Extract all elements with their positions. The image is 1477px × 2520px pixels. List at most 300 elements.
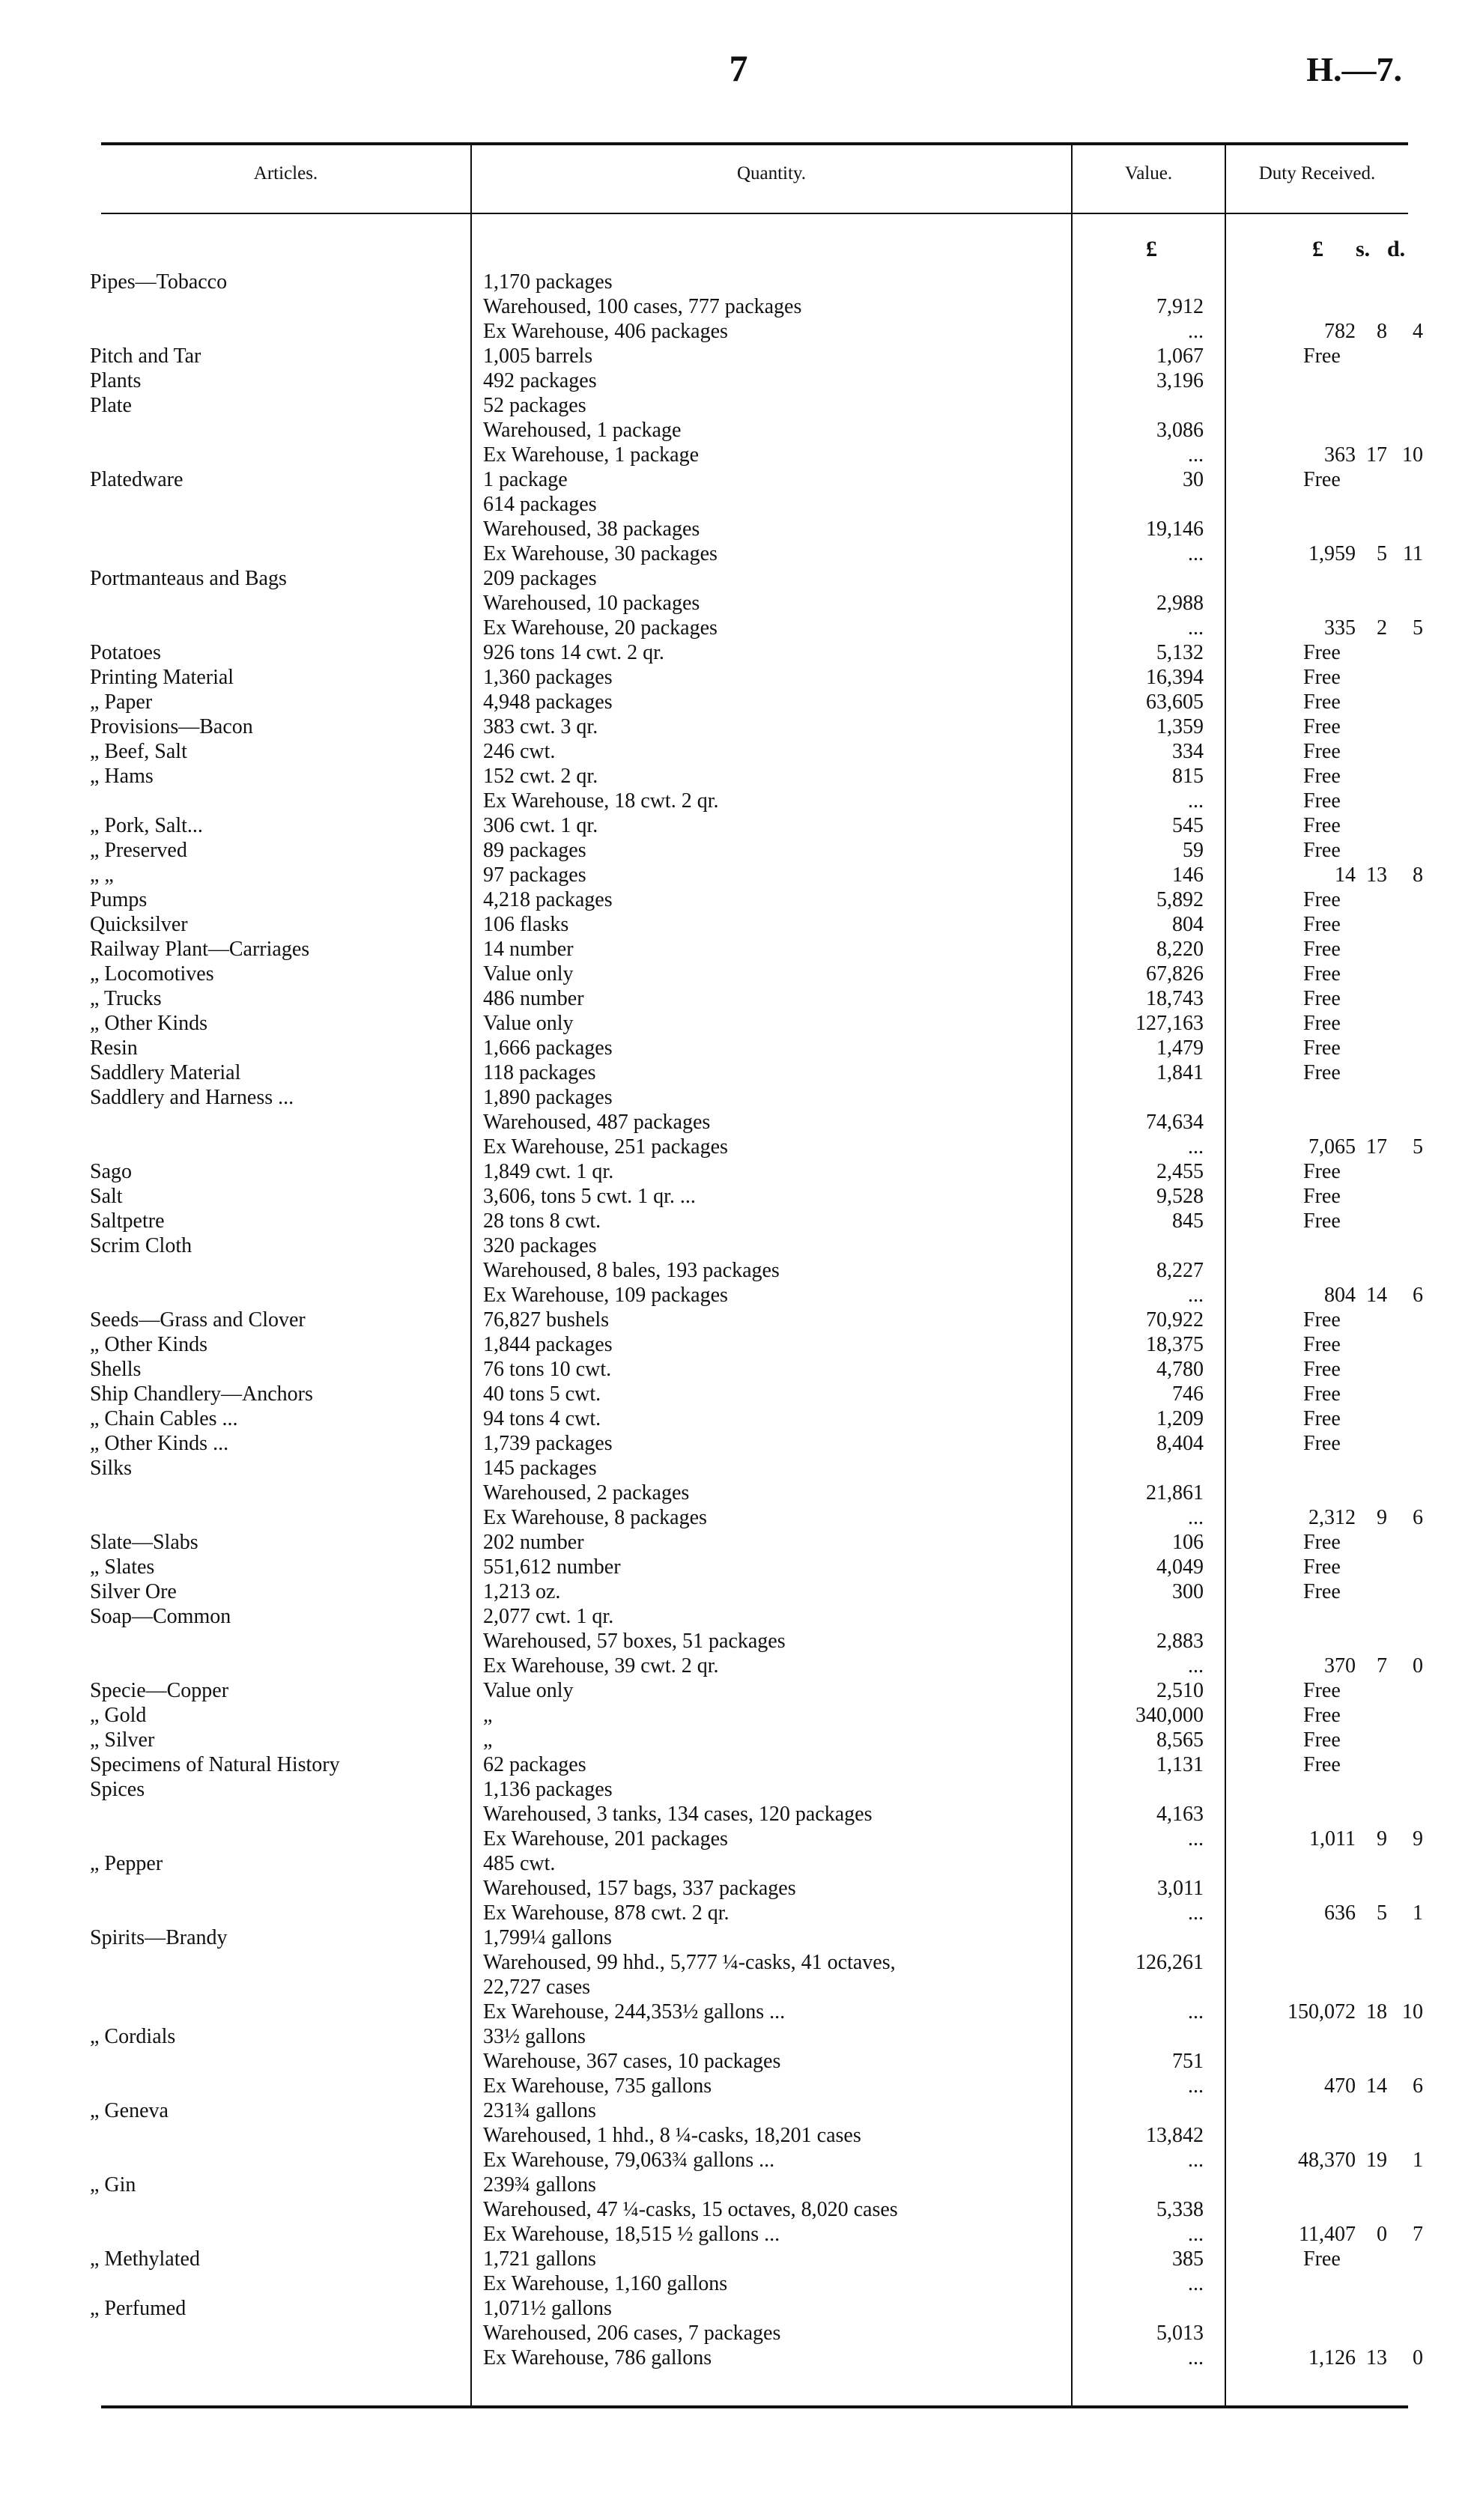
duty-free-label: Free (1303, 641, 1341, 664)
article-cell: Plants (90, 369, 142, 392)
quantity-cell: Warehoused, 100 cases, 777 packages (483, 295, 802, 318)
table-row (0, 1456, 1477, 1481)
quantity-cell: Warehoused, 10 packages (483, 592, 700, 615)
quantity-cell: 1,721 gallons (483, 2247, 596, 2271)
table-row (0, 1382, 1477, 1406)
value-cell: 746 (1172, 1382, 1204, 1406)
table-row (0, 1135, 1477, 1159)
value-cell: ... (1188, 2149, 1204, 2172)
table-body (0, 270, 1477, 2370)
duty-pounds: 11,407 (1299, 2223, 1356, 2246)
table-row (0, 1703, 1477, 1728)
duty-pence: 1 (1413, 2149, 1423, 2172)
duty-free-label: Free (1303, 765, 1341, 788)
quantity-cell: 2,077 cwt. 1 qr. (483, 1605, 614, 1628)
quantity-cell: 246 cwt. (483, 740, 556, 763)
value-cell: ... (1188, 2272, 1204, 2295)
header-duty-received: Duty Received. (1258, 163, 1376, 183)
quantity-cell: 383 cwt. 3 qr. (483, 715, 598, 738)
table-row (0, 1901, 1477, 1925)
quantity-cell: 14 number (483, 938, 574, 961)
value-cell: 3,086 (1156, 419, 1204, 442)
quantity-cell: 40 tons 5 cwt. (483, 1382, 601, 1406)
quantity-cell: Ex Warehouse, 251 packages (483, 1135, 728, 1159)
value-cell: 7,912 (1156, 295, 1204, 318)
duty-free-label: Free (1303, 1580, 1341, 1603)
quantity-cell: 1,170 packages (483, 270, 613, 294)
table-row (0, 912, 1477, 937)
duty-free-label: Free (1303, 789, 1341, 813)
quantity-cell: „ (483, 1728, 493, 1752)
table-row (0, 393, 1477, 418)
quantity-cell: 62 packages (483, 1753, 586, 1776)
table-row (0, 1827, 1477, 1851)
duty-pounds: 1,011 (1309, 1827, 1356, 1850)
table-row (0, 986, 1477, 1011)
table-row (0, 1950, 1477, 1975)
quantity-cell: Ex Warehouse, 1,160 gallons (483, 2272, 728, 2295)
duty-pounds: 370 (1324, 1654, 1356, 1678)
value-cell: ... (1188, 1135, 1204, 1159)
table-row (0, 665, 1477, 690)
duty-pence: 8 (1413, 863, 1423, 887)
value-cell: 804 (1172, 913, 1204, 936)
table-row (0, 1530, 1477, 1555)
table-row (0, 1332, 1477, 1357)
table-bottom-rule (101, 2405, 1408, 2408)
table-row (0, 616, 1477, 640)
table-row (0, 1209, 1477, 1233)
table-row (0, 2049, 1477, 2074)
quantity-cell: 614 packages (483, 493, 597, 516)
quantity-cell: 118 packages (483, 1061, 596, 1084)
document-reference: H.—7. (1306, 50, 1402, 88)
quantity-cell: Warehoused, 8 bales, 193 packages (483, 1259, 780, 1282)
duty-free-label: Free (1303, 344, 1341, 368)
quantity-cell: Warehoused, 1 package (483, 419, 682, 442)
article-cell: Ship Chandlery—Anchors (90, 1382, 313, 1406)
value-cell: 127,163 (1135, 1012, 1204, 1035)
quantity-cell: 152 cwt. 2 qr. (483, 765, 598, 788)
duty-free-label: Free (1303, 1704, 1341, 1727)
table-row (0, 1159, 1477, 1184)
duty-free-label: Free (1303, 913, 1341, 936)
table-row (0, 1233, 1477, 1258)
quantity-cell: Warehoused, 487 packages (483, 1111, 711, 1134)
article-cell: „ Locomotives (90, 962, 214, 986)
table-row (0, 714, 1477, 739)
value-cell: 146 (1172, 863, 1204, 887)
article-cell: Saddlery and Harness ... (90, 1086, 294, 1109)
duty-pence: 0 (1413, 2346, 1423, 2369)
value-cell: 1,209 (1156, 1407, 1204, 1430)
quantity-cell: 1,849 cwt. 1 qr. (483, 1160, 614, 1183)
value-cell: 8,404 (1156, 1432, 1204, 1455)
value-cell: 18,743 (1146, 987, 1204, 1010)
duty-shillings: 5 (1377, 542, 1387, 565)
quantity-cell: 52 packages (483, 394, 586, 417)
table-row (0, 1678, 1477, 1703)
table-row (0, 764, 1477, 789)
duty-pounds: 470 (1324, 2074, 1356, 2098)
duty-free-label: Free (1303, 1407, 1341, 1430)
table-top-rule (101, 142, 1408, 145)
value-cell: 3,196 (1156, 369, 1204, 392)
article-cell: Saltpetre (90, 1209, 165, 1233)
table-row (0, 887, 1477, 912)
quantity-cell: „ (483, 1704, 493, 1727)
table-row (0, 1505, 1477, 1530)
quantity-cell: Ex Warehouse, 735 gallons (483, 2074, 712, 2098)
quantity-cell: 1,739 packages (483, 1432, 613, 1455)
value-cell: 16,394 (1146, 666, 1204, 689)
duty-free-label: Free (1303, 888, 1341, 911)
table-row (0, 813, 1477, 838)
duty-pence: 10 (1402, 2000, 1423, 2023)
value-cell: 30 (1183, 468, 1204, 491)
table-row (0, 1011, 1477, 1036)
quantity-cell: 145 packages (483, 1457, 597, 1480)
article-cell: Pumps (90, 888, 148, 911)
table-row (0, 1851, 1477, 1876)
article-cell: Salt (90, 1185, 123, 1208)
value-cell: ... (1188, 2223, 1204, 2246)
duty-pounds: 1,126 (1308, 2346, 1356, 2369)
value-cell: 4,780 (1156, 1358, 1204, 1381)
duty-free-label: Free (1303, 740, 1341, 763)
article-cell: Platedware (90, 468, 184, 491)
value-cell: 4,049 (1156, 1555, 1204, 1579)
article-cell: Silver Ore (90, 1580, 177, 1603)
value-cell: 106 (1172, 1531, 1204, 1554)
value-cell: ... (1188, 1654, 1204, 1678)
table-row (0, 1728, 1477, 1752)
duty-free-label: Free (1303, 962, 1341, 986)
table-row (0, 1604, 1477, 1629)
quantity-cell: 486 number (483, 987, 584, 1010)
duty-pence: 9 (1413, 1827, 1423, 1850)
duty-free-label: Free (1303, 1185, 1341, 1208)
article-cell: „ Pork, Salt... (90, 814, 203, 837)
duty-shillings: 0 (1377, 2223, 1387, 2246)
quantity-cell: Ex Warehouse, 244,353½ gallons ... (483, 2000, 786, 2023)
unit-duty-pound: £ (1312, 237, 1323, 261)
article-cell: „ Gold (90, 1704, 147, 1727)
duty-free-label: Free (1303, 468, 1341, 491)
duty-shillings: 18 (1366, 2000, 1387, 2023)
table-row (0, 294, 1477, 319)
quantity-cell: Ex Warehouse, 18 cwt. 2 qr. (483, 789, 719, 813)
value-cell: 8,227 (1156, 1259, 1204, 1282)
table-row (0, 1629, 1477, 1654)
duty-pounds: 1,959 (1308, 542, 1356, 565)
header-value: Value. (1124, 163, 1173, 183)
quantity-cell: 1,890 packages (483, 1086, 613, 1109)
value-cell: 9,528 (1156, 1185, 1204, 1208)
duty-free-label: Free (1303, 1432, 1341, 1455)
article-cell: Shells (90, 1358, 142, 1381)
table-row (0, 1406, 1477, 1431)
duty-shillings: 14 (1366, 2074, 1387, 2098)
article-cell: „ Methylated (90, 2247, 200, 2271)
table-row (0, 418, 1477, 443)
value-cell: ... (1188, 1901, 1204, 1925)
duty-pence: 11 (1403, 542, 1423, 565)
duty-pence: 0 (1413, 1654, 1423, 1678)
value-cell: 3,011 (1157, 1877, 1204, 1900)
value-cell: 815 (1172, 765, 1204, 788)
table-row (0, 2222, 1477, 2247)
value-cell: ... (1188, 2000, 1204, 2023)
quantity-cell: 1,005 barrels (483, 344, 593, 368)
table-row (0, 492, 1477, 517)
duty-pounds: 363 (1324, 443, 1356, 467)
table-row (0, 541, 1477, 566)
quantity-cell: Ex Warehouse, 1 package (483, 443, 699, 467)
value-cell: 1,479 (1156, 1036, 1204, 1060)
quantity-cell: Warehoused, 3 tanks, 134 cases, 120 packages (483, 1803, 873, 1826)
table-row (0, 1802, 1477, 1827)
duty-pence: 6 (1413, 1284, 1423, 1307)
table-row (0, 1555, 1477, 1579)
article-cell: „ Silver (90, 1728, 155, 1752)
duty-free-label: Free (1303, 666, 1341, 689)
quantity-cell: Warehoused, 1 hhd., 8 ¼-casks, 18,201 cases (483, 2124, 861, 2147)
table-row (0, 863, 1477, 887)
table-row (0, 789, 1477, 813)
quantity-cell: 106 flasks (483, 913, 569, 936)
table-row (0, 2197, 1477, 2222)
table-row (0, 566, 1477, 591)
value-cell: 5,892 (1156, 888, 1204, 911)
unit-value-pound: £ (1146, 237, 1157, 261)
duty-free-label: Free (1303, 1160, 1341, 1183)
quantity-cell: 33½ gallons (483, 2025, 586, 2048)
quantity-cell: Ex Warehouse, 878 cwt. 2 qr. (483, 1901, 730, 1925)
quantity-cell: 89 packages (483, 839, 586, 862)
article-cell: Specie—Copper (90, 1679, 229, 1702)
duty-shillings: 7 (1377, 1654, 1387, 1678)
table-row (0, 2123, 1477, 2148)
value-cell: 2,510 (1156, 1679, 1204, 1702)
value-cell: 1,841 (1156, 1061, 1204, 1084)
value-cell: 385 (1172, 2247, 1204, 2271)
duty-shillings: 9 (1377, 1506, 1387, 1529)
duty-shillings: 17 (1366, 1135, 1387, 1159)
article-cell: Quicksilver (90, 913, 188, 936)
quantity-cell: 76,827 bushels (483, 1308, 609, 1332)
duty-pence: 6 (1413, 1506, 1423, 1529)
quantity-cell: Value only (483, 1012, 574, 1035)
duty-free-label: Free (1303, 2247, 1341, 2271)
table-row (0, 2173, 1477, 2197)
table-row (0, 962, 1477, 986)
value-cell: ... (1188, 1284, 1204, 1307)
quantity-cell: 492 packages (483, 369, 597, 392)
value-cell: ... (1188, 1506, 1204, 1529)
duty-free-label: Free (1303, 1308, 1341, 1332)
duty-shillings: 8 (1377, 320, 1387, 343)
quantity-cell: 1,799¼ gallons (483, 1926, 612, 1949)
table-row (0, 319, 1477, 344)
table-row (0, 739, 1477, 764)
unit-duty-shillings: s. (1356, 237, 1371, 261)
header-articles: Articles. (253, 163, 318, 183)
article-cell: Spices (90, 1778, 145, 1801)
duty-free-label: Free (1303, 1358, 1341, 1381)
quantity-cell: 94 tons 4 cwt. (483, 1407, 601, 1430)
quantity-cell: Warehoused, 47 ¼-casks, 15 octaves, 8,020 cases (483, 2198, 898, 2221)
table-row (0, 1110, 1477, 1135)
value-cell: 2,883 (1156, 1630, 1204, 1653)
table-row (0, 1184, 1477, 1209)
quantity-cell: Warehoused, 57 boxes, 51 packages (483, 1630, 786, 1653)
table-row (0, 1481, 1477, 1505)
article-cell: „ Hams (90, 765, 154, 788)
value-cell: 74,634 (1146, 1111, 1204, 1134)
article-cell: „ Other Kinds ... (90, 1432, 229, 1455)
quantity-cell: Warehoused, 206 cases, 7 packages (483, 2322, 781, 2345)
quantity-cell: 1 package (483, 468, 568, 491)
value-cell: 5,132 (1156, 641, 1204, 664)
value-cell: 340,000 (1135, 1704, 1204, 1727)
quantity-cell: Ex Warehouse, 786 gallons (483, 2346, 712, 2369)
article-cell: Potatoes (90, 641, 161, 664)
quantity-cell: Ex Warehouse, 30 packages (483, 542, 718, 565)
duty-free-label: Free (1303, 690, 1341, 714)
quantity-cell: Warehoused, 38 packages (483, 517, 700, 541)
article-cell: Spirits—Brandy (90, 1926, 228, 1949)
duty-pence: 10 (1402, 443, 1423, 467)
table-row (0, 2346, 1477, 2370)
table-row (0, 838, 1477, 863)
table-row (0, 1431, 1477, 1456)
value-cell: 59 (1183, 839, 1204, 862)
value-cell: 70,922 (1146, 1308, 1204, 1332)
duty-free-label: Free (1303, 1061, 1341, 1084)
article-cell: Provisions—Bacon (90, 715, 253, 738)
table-row (0, 2024, 1477, 2049)
duty-shillings: 2 (1377, 616, 1387, 640)
value-cell: 545 (1172, 814, 1204, 837)
page-number: 7 (729, 47, 748, 89)
unit-duty-pence: d. (1387, 237, 1406, 261)
duty-pence: 4 (1413, 320, 1423, 343)
duty-free-label: Free (1303, 839, 1341, 862)
duty-free-label: Free (1303, 1679, 1341, 1702)
article-cell: „ Other Kinds (90, 1333, 208, 1356)
article-cell: Resin (90, 1036, 138, 1060)
article-cell: Pitch and Tar (90, 344, 201, 368)
article-cell: Portmanteaus and Bags (90, 567, 287, 590)
article-cell: Slate—Slabs (90, 1531, 198, 1554)
table-row (0, 1308, 1477, 1332)
duty-pence: 5 (1413, 616, 1423, 640)
duty-pence: 6 (1413, 2074, 1423, 2098)
table-row (0, 2321, 1477, 2346)
value-cell: 13,842 (1146, 2124, 1204, 2147)
article-cell: „ „ (90, 863, 114, 887)
article-cell: „ Cordials (90, 2025, 176, 2048)
duty-pounds: 48,370 (1298, 2149, 1356, 2172)
duty-free-label: Free (1303, 1555, 1341, 1579)
article-cell: Silks (90, 1457, 133, 1480)
table-row (0, 344, 1477, 368)
value-cell: 18,375 (1146, 1333, 1204, 1356)
value-cell: 21,861 (1146, 1481, 1204, 1505)
duty-shillings: 14 (1366, 1284, 1387, 1307)
table-row (0, 270, 1477, 294)
value-cell: ... (1188, 443, 1204, 467)
article-cell: Soap—Common (90, 1605, 231, 1628)
value-cell: 2,455 (1156, 1160, 1204, 1183)
value-cell: ... (1188, 320, 1204, 343)
duty-pounds: 2,312 (1308, 1506, 1356, 1529)
article-cell: Scrim Cloth (90, 1234, 192, 1257)
table-row (0, 2296, 1477, 2321)
article-cell: „ Other Kinds (90, 1012, 208, 1035)
value-cell: ... (1188, 789, 1204, 813)
article-cell: „ Preserved (90, 839, 187, 862)
quantity-cell: 485 cwt. (483, 1852, 556, 1875)
duty-free-label: Free (1303, 1333, 1341, 1356)
duty-shillings: 5 (1377, 1901, 1387, 1925)
article-cell: „ Pepper (90, 1852, 163, 1875)
quantity-cell: 320 packages (483, 1234, 597, 1257)
table-row (0, 1876, 1477, 1901)
value-cell: 67,826 (1146, 962, 1204, 986)
duty-shillings: 17 (1366, 443, 1387, 467)
value-cell: 2,988 (1156, 592, 1204, 615)
duty-pounds: 7,065 (1308, 1135, 1356, 1159)
article-cell: Railway Plant—Carriages (90, 938, 310, 961)
table-row (0, 443, 1477, 467)
value-cell: ... (1188, 1827, 1204, 1850)
quantity-cell: 239¾ gallons (483, 2173, 596, 2196)
value-cell: 5,013 (1156, 2322, 1204, 2345)
quantity-cell: 76 tons 10 cwt. (483, 1358, 612, 1381)
value-cell: 300 (1172, 1580, 1204, 1603)
table-row (0, 2074, 1477, 2098)
table-row (0, 1283, 1477, 1308)
table-row (0, 467, 1477, 492)
duty-shillings: 13 (1366, 2346, 1387, 2369)
value-cell: 63,605 (1146, 690, 1204, 714)
duty-free-label: Free (1303, 1531, 1341, 1554)
value-cell: 1,067 (1156, 344, 1204, 368)
article-cell: „ Trucks (90, 987, 162, 1010)
table-row (0, 2000, 1477, 2024)
table-row (0, 2247, 1477, 2271)
duty-free-label: Free (1303, 1728, 1341, 1752)
quantity-cell: Ex Warehouse, 79,063¾ gallons ... (483, 2149, 775, 2172)
quantity-cell: Warehoused, 157 bags, 337 packages (483, 1877, 796, 1900)
duty-pounds: 782 (1324, 320, 1356, 343)
duty-free-label: Free (1303, 987, 1341, 1010)
duty-shillings: 13 (1366, 863, 1387, 887)
table-row (0, 1085, 1477, 1110)
quantity-cell: 231¾ gallons (483, 2099, 596, 2122)
duty-free-label: Free (1303, 938, 1341, 961)
duty-pence: 5 (1413, 1135, 1423, 1159)
duty-pounds: 14 (1335, 863, 1356, 887)
quantity-cell: Ex Warehouse, 406 packages (483, 320, 728, 343)
quantity-cell: Ex Warehouse, 18,515 ½ gallons ... (483, 2223, 780, 2246)
quantity-cell: Ex Warehouse, 39 cwt. 2 qr. (483, 1654, 719, 1678)
article-cell: „ Gin (90, 2173, 136, 2196)
value-cell: 1,359 (1156, 715, 1204, 738)
table-row (0, 2148, 1477, 2173)
